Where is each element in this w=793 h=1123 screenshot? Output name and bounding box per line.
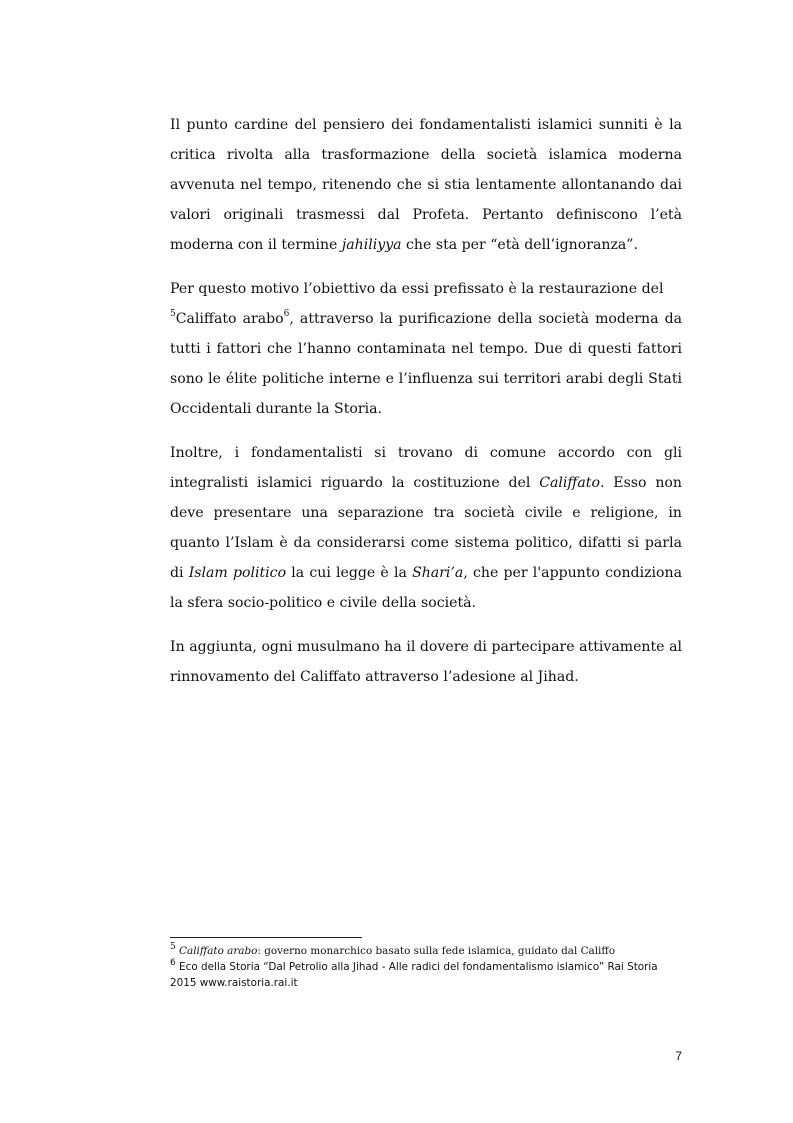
paragraph-text: Il punto cardine del pensiero dei fondamentalisti islamici sunniti è la critica rivolta alla trasformazione della società islamica moderna avvenuta nel tempo, ritenendo che si stia lentamente allontanando dai valori originali trasmessi dal Profeta. Pertanto definiscono l’età moderna con il termine [170, 117, 682, 253]
italic-term-califfato: Califfato [539, 475, 600, 491]
paragraph-text: In aggiunta, ogni musulmano ha il dovere di partecipare attivamente al rinnovamento del Califfato attraverso l’adesione al Jihad. [170, 639, 682, 685]
footnote-number: 5 [170, 941, 176, 952]
paragraph-text: che sta per “età dell’ignoranza”. [401, 237, 638, 253]
paragraph-2 [170, 274, 682, 424]
footnote-separator [170, 937, 362, 938]
paragraph-text: la cui legge è la [286, 565, 413, 581]
paragraph-text: , che per l'appunto condiziona la sfera socio-politico e civile della società. [170, 565, 682, 611]
body-text [170, 110, 682, 706]
italic-term-islam-politico: Islam politico [188, 565, 287, 581]
footnote-text: Eco della Storia “Dal Petrolio alla Jihad - Alle radici del fondamentalismo islamico” Rai Storia 2015 www.raistoria.rai.it [170, 961, 658, 989]
paragraph-4 [170, 632, 682, 692]
page-number: 7 [675, 1049, 682, 1063]
footnote-ref-5[interactable]: 5 [170, 309, 176, 320]
paragraph-3 [170, 438, 682, 618]
paragraph-text: . Esso non deve presentare una separazione tra società civile e religione, in quanto l’Islam è da considerarsi come sistema politico, difatti si parla di [170, 475, 682, 581]
paragraph-text: Per questo motivo l’obiettivo da essi prefissato è la restaurazione del [170, 281, 664, 297]
footnote-number: 6 [170, 957, 176, 968]
paragraph-text: Califfato arabo [175, 311, 284, 327]
paragraph-text: Inoltre, i fondamentalisti si trovano di comune accordo con gli integralisti islamici riguardo la costituzione del [170, 445, 682, 491]
footnote-text: : governo monarchico basato sulla fede islamica, guidato dal Califfo [257, 945, 616, 957]
footnote-5 [170, 943, 682, 959]
footnote-term: Califfato arabo [179, 945, 258, 957]
paragraph-1 [170, 110, 682, 260]
paragraph-text: , attraverso la purificazione della società moderna da tutti i fattori che l’hanno contaminata nel tempo. Due di questi fattori sono le élite politiche interne e l’influenza sui territori arabi degli Stati Occidentali durante la Storia. [170, 311, 682, 417]
italic-term-jahiliyya: jahiliyya [341, 237, 402, 253]
italic-term-sharia: Shari’a [412, 565, 464, 581]
footnote-6 [170, 959, 682, 991]
footnotes [170, 943, 682, 991]
footnote-ref-6[interactable]: 6 [283, 309, 290, 320]
